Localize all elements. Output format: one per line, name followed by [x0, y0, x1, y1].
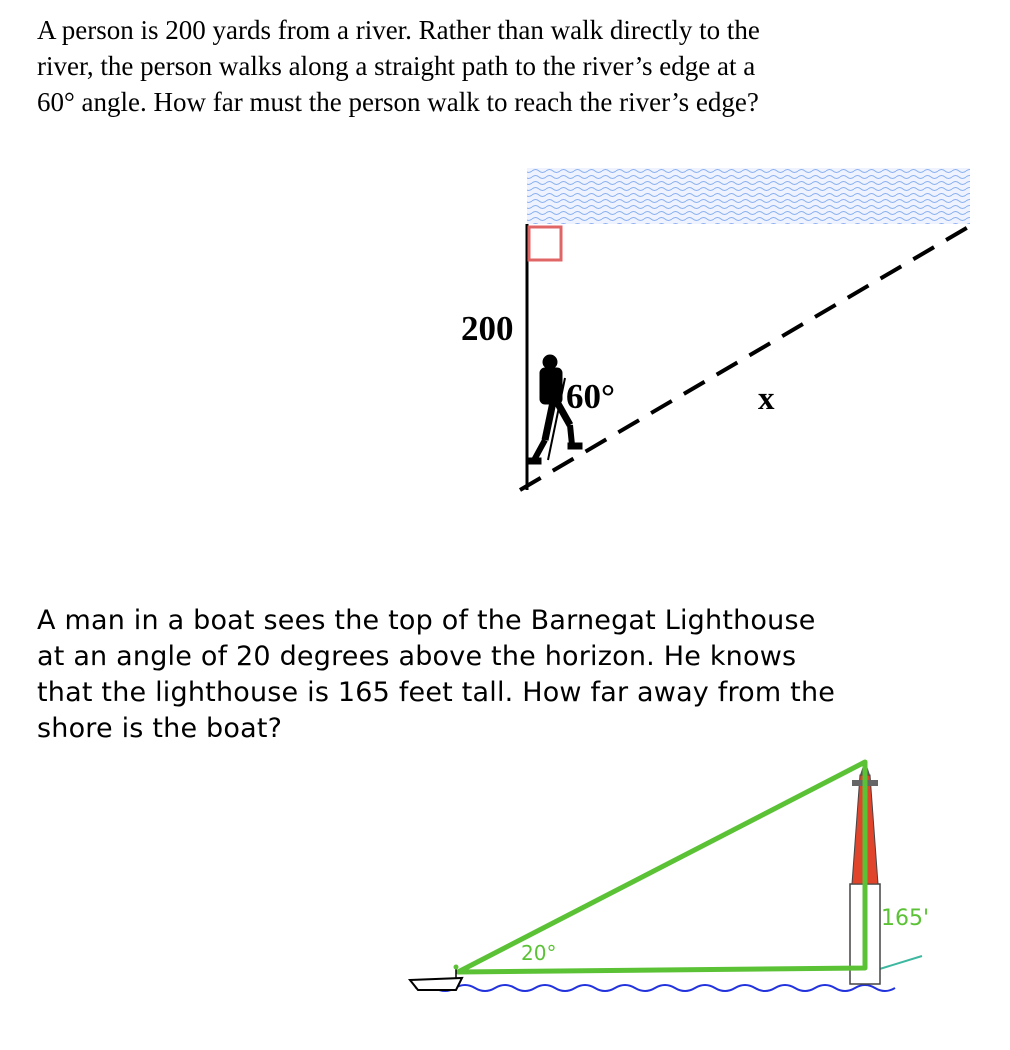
problem-1-text: A person is 200 yards from a river. Rather than walk directly to the river, the person walks along a straight path to the river’s edge at a 60° angle. How far must the person walk to reach the river’s edge? [37, 15, 760, 117]
right-angle-marker [529, 227, 561, 260]
problem-2-text: A man in a boat sees the top of the Barnegat Lighthouse at an angle of 20 degrees above the horizon. He knows that the lighthouse is 165 feet tall. How far away from the shore is the boat? [37, 605, 836, 744]
dashed-path [520, 226, 970, 490]
label-x: x [758, 381, 775, 417]
label-60-degrees: 60° [566, 377, 615, 416]
label-200: 200 [461, 309, 514, 348]
river-water-pattern [527, 168, 970, 224]
label-165-feet: 165' [881, 906, 930, 931]
label-20-degrees: 20° [521, 941, 557, 965]
